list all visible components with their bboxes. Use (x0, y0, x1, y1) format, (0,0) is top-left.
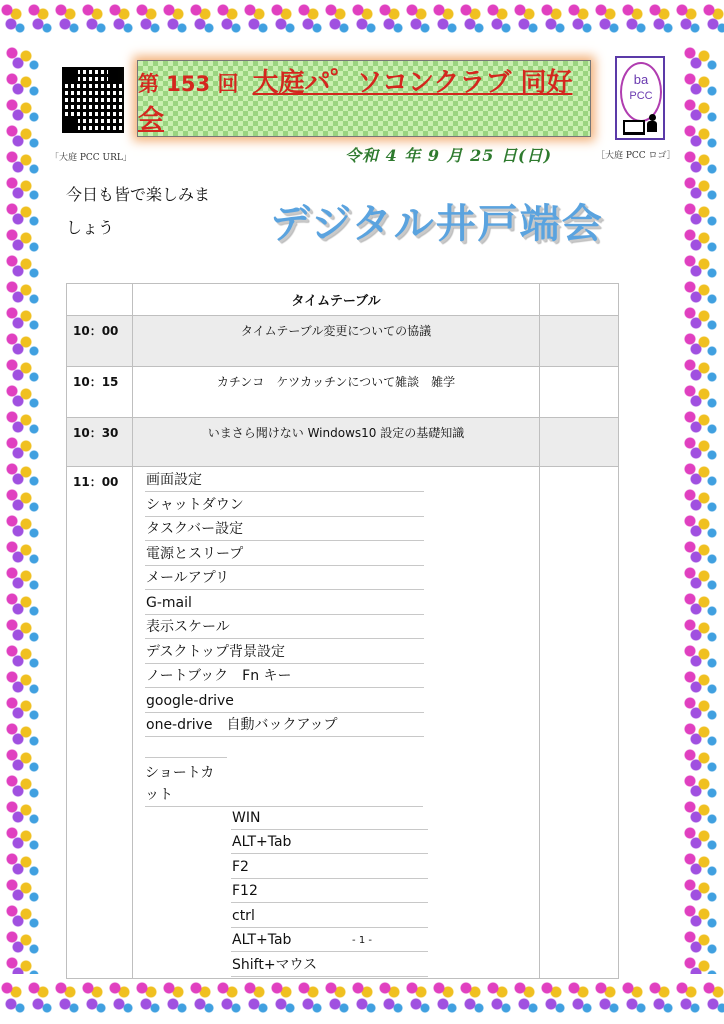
row-description: いまさら聞けない Windows10 設定の基礎知識 (133, 418, 540, 467)
row-end-cell (540, 316, 619, 367)
list-item: ノートブック Fn キー (145, 665, 424, 688)
title-number: 第 153 回 (138, 71, 239, 96)
table-row (67, 316, 619, 367)
list-item: 電源とスリープ (145, 543, 424, 566)
list-item: 画面設定 (145, 469, 424, 492)
row-time: 10：30 (67, 418, 133, 467)
intro-line-2: しょう (66, 218, 115, 237)
row-end-cell (540, 418, 619, 467)
balloon-border-left (0, 46, 46, 974)
row-description: カチンコ ケツカッチンについて雑談 雑学 (133, 367, 540, 418)
list-item: タスクバー設定 (145, 518, 424, 541)
title-club-name: 大庭パ゜ソコンクラブ 同好会 (138, 67, 573, 135)
logo-text-ba: ba (633, 72, 649, 87)
timetable (66, 283, 619, 979)
header-time-cell (67, 284, 133, 316)
shortcut-item: WIN (231, 807, 428, 830)
club-logo (615, 56, 665, 140)
event-title: デジタル井戸端会 (270, 201, 604, 247)
shortcut-item: F2 (231, 856, 428, 879)
laptop-icon (623, 120, 645, 135)
logo-caption: ［大庭 PCC ロゴ］ (596, 151, 676, 161)
row-end-cell (540, 367, 619, 418)
shortcut-item: ALT+Tab (231, 929, 428, 952)
topic-list-cell (133, 467, 540, 979)
row-time: 10：00 (67, 316, 133, 367)
list-item: G-mail (145, 592, 424, 615)
shortcut-item: Shift+マウス (231, 954, 428, 977)
list-item: デスクトップ背景設定 (145, 641, 424, 664)
event-date: 令和 4 年 9 月 25 日(日) (345, 146, 553, 165)
timetable-heading: タイムテーブル (133, 284, 540, 316)
list-item: google-drive (145, 690, 424, 713)
shortcut-item: ALT+Tab (231, 831, 428, 854)
list-item: one-drive 自動バックアップ (145, 714, 424, 737)
shortcut-item: ctrl (231, 905, 428, 928)
qr-code-image (62, 67, 124, 133)
intro-line-1: 今日も皆で楽しみま (66, 185, 211, 204)
list-item: シャットダウン (145, 494, 424, 517)
person-icon (643, 114, 657, 132)
logo-text-pcc: PCC (629, 90, 653, 102)
qr-caption: 「大庭 PCC URL」 (50, 153, 132, 163)
balloon-border-right (678, 46, 724, 974)
row-end-cell (540, 467, 619, 979)
row-time: 10：15 (67, 367, 133, 418)
shortcut-heading: ショートカット (145, 757, 227, 806)
balloon-border-bottom (0, 974, 724, 1024)
topic-list (133, 467, 539, 977)
table-row (67, 367, 619, 418)
balloon-border-top (0, 0, 724, 46)
row-time: 11：00 (67, 467, 133, 979)
row-description: タイムテーブル変更についての協議 (133, 316, 540, 367)
table-row (67, 418, 619, 467)
intro-text (66, 178, 256, 244)
header-end-cell (540, 284, 619, 316)
title-banner (137, 60, 591, 137)
list-item: 表示スケール (145, 616, 424, 639)
timetable-header-row (67, 284, 619, 316)
list-item: メールアプリ (145, 567, 424, 590)
title-text (138, 62, 590, 136)
shortcut-item: F12 (231, 880, 428, 903)
table-row (67, 467, 619, 979)
page-number: - 1 - (352, 935, 372, 946)
logo-circle (620, 62, 662, 122)
